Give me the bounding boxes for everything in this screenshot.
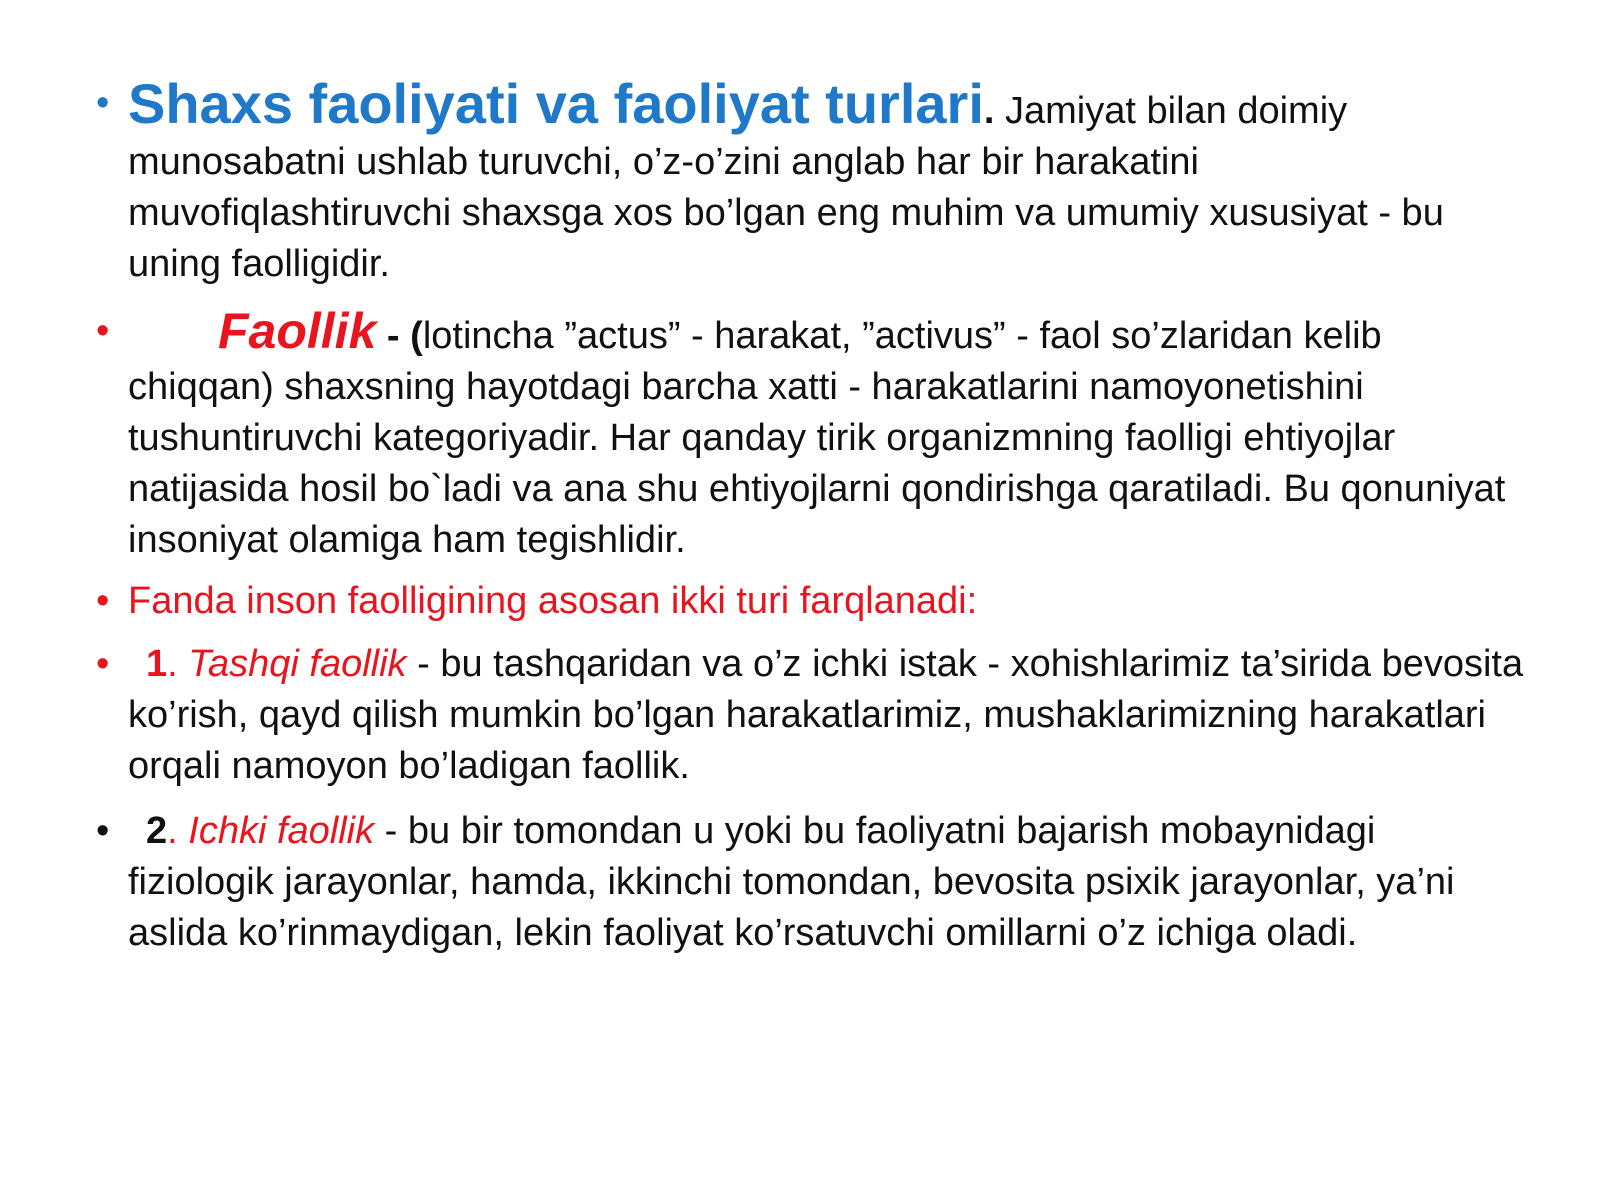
- bullet-dot: •: [96, 580, 110, 622]
- bullet-text: Jamiyat bilan doimiy munosabatni ushlab turuvchi, o’z-o’zini anglab har bir harakatini muvofiqlashtiruvchi shaxsga xos bo’lgan eng muhim va umumiy xususiyat - bu uning faolligidir.: [128, 90, 1444, 285]
- bullet-item: [96, 806, 1530, 959]
- bullet-item: [96, 303, 1530, 566]
- term-heading: Faollik: [218, 303, 377, 359]
- number-separator: .: [167, 810, 189, 852]
- bullet-text: Fanda inson faolligining asosan ikki turi farqlanadi:: [128, 580, 978, 622]
- item-number: 2: [146, 810, 168, 852]
- bullet-dot: •: [96, 82, 110, 124]
- bullet-dot: •: [96, 643, 110, 685]
- bullet-text: - bu bir tomondan u yoki bu faoliyatni bajarish mobaynidagi fiziologik jarayonlar, hamda, ikkinchi tomondan, bevosita psixik jarayonlar, ya’ni aslida ko’rinmaydigan, lekin faoliyat ko’rsatuvchi omillarni o’z ichiga oladi.: [128, 810, 1455, 954]
- slide-heading: Shaxs faoliyati va faoliyat turlari: [128, 72, 984, 135]
- bullet-item: [96, 576, 1530, 627]
- bullet-text: lotincha ”actus” - harakat, ”activus” - faol so’zlaridan kelib chiqqan) shaxsning hayotdagi barcha xatti - harakatlarini namoyonetishini tushuntiruvchi kategoriyadir. Har qanday tirik organizmning faolligi ehtiyojlar natijasida hosil bo`ladi va ana shu ehtiyojlarni qondirishga qaratiladi. Bu qonuniyat insoniyat olamiga ham tegishlidir.: [128, 315, 1506, 561]
- bullet-item: [96, 72, 1530, 290]
- bullet-dot: •: [96, 310, 110, 352]
- item-number: 1: [146, 643, 168, 685]
- bullet-dot: •: [96, 810, 110, 852]
- number-separator: .: [167, 643, 189, 685]
- term-dash: - (: [376, 315, 423, 357]
- bullet-text: - bu tashqaridan va o’z ichki istak - xohishlarimiz ta’sirida bevosita ko’rish, qayd qilish mumkin bo’lgan harakatlarimiz, mushaklarimizning harakatlari orqali namoyon bo’ladigan faollik.: [128, 643, 1524, 787]
- bullet-item: [96, 639, 1530, 792]
- heading-period: .: [983, 90, 995, 132]
- term-label: Ichki faollik: [188, 810, 375, 852]
- term-label: Tashqi faollik: [188, 643, 407, 685]
